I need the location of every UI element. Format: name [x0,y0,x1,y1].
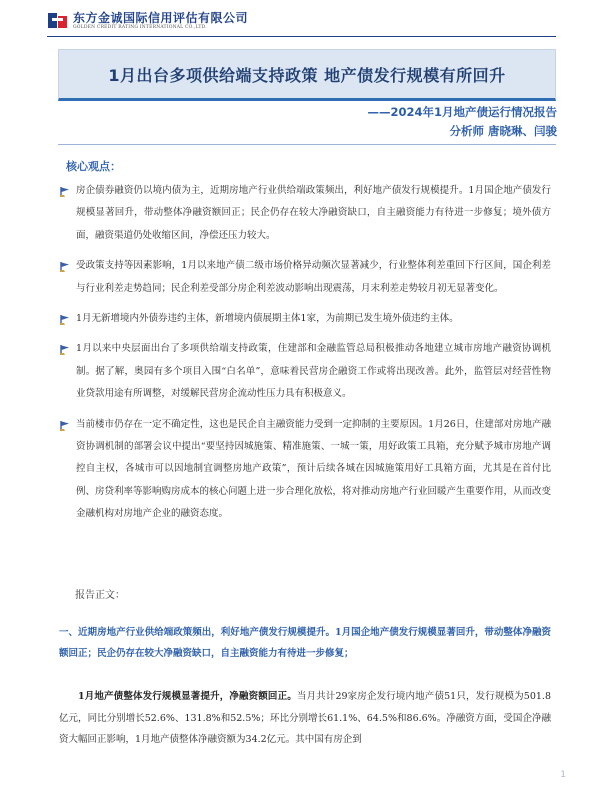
list-item [59,414,551,526]
page-number: 1 [560,770,566,780]
subtitle-divider [58,144,556,145]
header [47,10,248,32]
analysts: 分析师 唐晓琳、闫骏 [449,124,557,138]
flag-hand-icon [59,183,71,195]
report-subtitle: ——2024年1月地产债运行情况报告 [367,105,557,119]
logo-company-name-en: GOLDEN CREDIT RATING INTERNATIONAL CO.,LTD. [73,24,207,30]
logo-company-name: 东方金诚国际信用评估有限公司 [73,10,249,25]
section-heading: 一、近期房地产行业供给端政策频出，利好地产债发行规模提升。1月国企地产债发行规模显著回升，带动整体净融资额回正；民企仍存在较大净融资缺口，自主融资能力有待进一步修复； [59,627,551,659]
title-banner [58,49,556,101]
body-text: 当月共计29家房企发行境内地产债51只，发行规模为501.8亿元，同比分别增长52.6%、131.8%和52.5%；环比分别增长61.1%、64.5%和86.6%。净融资方面，受国企净融资大幅回正影响，1月地产债整体净融资额为34.2亿元。其中国有房企到 [59,691,551,745]
page-title: 1月出台多项供给端支持政策 地产债发行规模有所回升 [108,65,506,85]
body-paragraph [59,686,551,751]
flag-hand-icon [59,311,71,323]
logo-text [73,12,248,31]
body-lead: 1月地产债整体发行规模显著提升，净融资额回正。 [78,691,297,702]
bullet-text: 1月以来中央层面出台了多项供给端支持政策，住建部和金融监管总局积极推动各地建立城市房地产融资协调机制。据了解，奥园有多个项目入围“白名单”，意味着民营房企融资工作或将出现改善。此外，监管层对经营性物业贷款用途有所调整，对缓解民营房企流动性压力具有积极意义。 [76,343,551,400]
list-item [59,180,551,247]
bullet-text: 当前楼市仍存在一定不确定性，这也是民企自主融资能力受到一定抑制的主要原因。1月26日，住建部对房地产融资协调机制的部署会议中提出“要坚持因城施策、精准施策、一城一策，用好政策工具箱，充分赋予城市房地产调控自主权，各城市可以因地制宜调整房地产政策”，预计后续各城在因城施策用好工具箱方面，尤其是在首付比例、房贷利率等影响购房成本的核心问题上进一步合理化放松，将对推动房地产行业回暖产生重要作用，从而改变金融机构对房地产企业的融资态度。 [76,418,552,520]
bullet-text: 房企债券融资仍以境内债为主，近期房地产行业供给端政策频出，利好地产债发行规模提升。1月国企地产债发行规模显著回升，带动整体净融资额回正；民企仍存在较大净融资缺口，自主融资能力有待进一步修复；境外债方面，融资渠道仍处收缩区间，净偿还压力较大。 [76,185,551,241]
list-item [59,255,551,300]
header-divider [47,36,556,37]
list-item [59,308,551,330]
flag-hand-icon [59,258,71,270]
core-points-label: 核心观点： [66,160,121,173]
flag-hand-icon [59,417,71,429]
report-body-label: 报告正文： [75,590,125,601]
company-logo-icon [47,10,69,32]
bullet-text: 1月无新增境内外债券违约主体，新增境内债展期主体1家，为前期已发生境外债违约主体。 [76,313,459,325]
bullet-text: 受政策支持等因素影响，1月以来地产债二级市场价格异动频次显著减少，行业整体利差重回下行区间，国企利差与行业利差走势趋同；民企利差受部分房企利差波动影响出现震荡，月末利差走势较月初无显著变化。 [76,260,551,294]
core-points-list [59,180,551,534]
list-item [59,338,551,405]
flag-hand-icon [59,341,71,353]
